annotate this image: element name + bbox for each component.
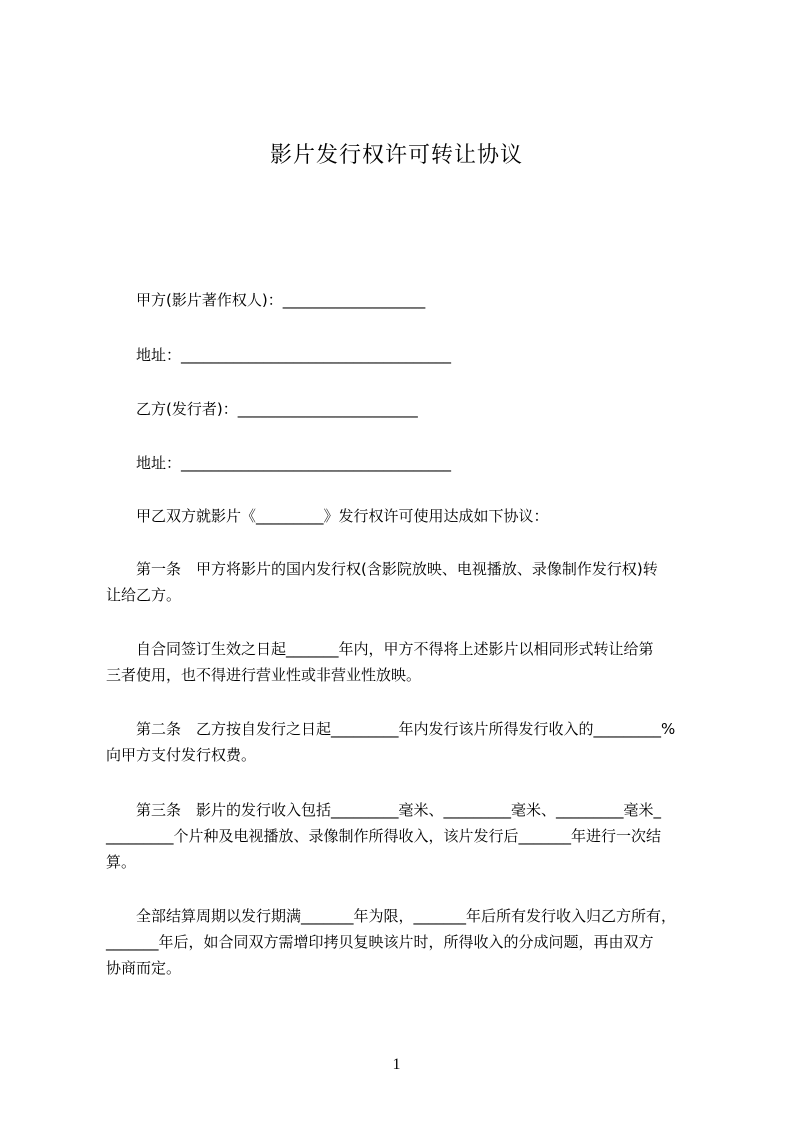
article-3-line-1: 第三条 影片的发行收入包括_________毫米、_________毫米、_________毫米_	[106, 801, 662, 819]
article-2-line-1: 第二条 乙方按自发行之日起_________年内发行该片所得发行收入的_________%	[106, 720, 676, 738]
party-a-line: 甲方(影片著作权人)：___________________	[106, 291, 426, 309]
article-1-line-1: 第一条 甲方将影片的国内发行权(含影院放映、电视播放、录像制作发行权)转	[106, 560, 658, 578]
article-1-para-2-line-2: 三者使用，也不得进行营业性或非营业性放映。	[106, 666, 422, 684]
article-2-line-2: 向甲方支付发行权费。	[106, 746, 257, 764]
settlement-line-2: _______年后，如合同双方需增印拷贝复映该片时，所得收入的分成问题，再由双方	[106, 933, 654, 951]
party-b-address-line: 地址：____________________________________	[106, 454, 452, 472]
article-3-line-3: 算。	[106, 853, 137, 871]
party-a-address-line: 地址：____________________________________	[106, 346, 452, 364]
settlement-line-3: 协商而定。	[106, 959, 182, 977]
settlement-line-1: 全部结算周期以发行期满_______年为限，_______年后所有发行收入归乙方所有，	[106, 907, 677, 925]
article-3-line-2: _________个片种及电视播放、录像制作所得收入，该片发行后_______年进行一次结	[106, 827, 662, 845]
party-b-line: 乙方(发行者)：________________________	[106, 400, 418, 418]
article-1-line-2: 让给乙方。	[106, 586, 182, 604]
article-1-para-2-line-1: 自合同签订生效之日起_______年内，甲方不得将上述影片以相同形式转让给第	[106, 640, 654, 658]
document-title: 影片发行权许可转让协议	[269, 143, 523, 168]
page-number: 1	[392, 1056, 401, 1073]
preamble-line: 甲乙双方就影片《_________》发行权许可使用达成如下协议：	[106, 507, 549, 525]
